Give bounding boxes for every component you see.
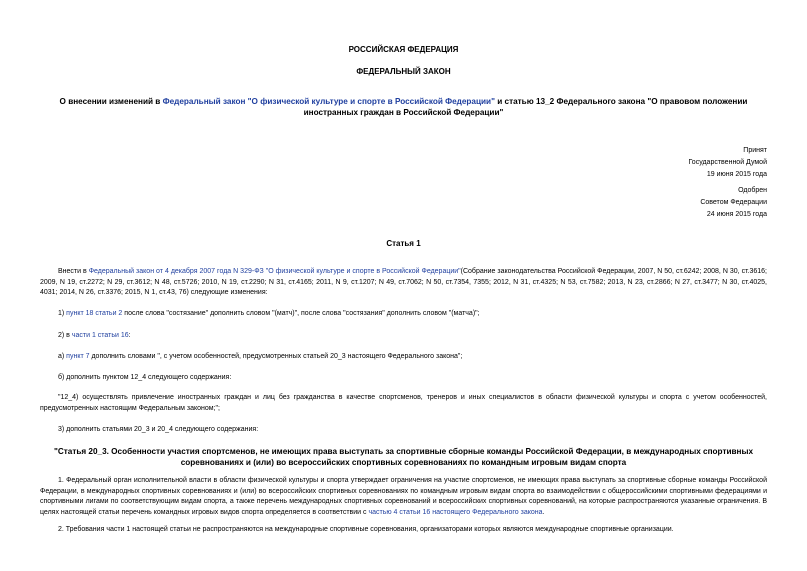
country-heading: РОССИЙСКАЯ ФЕДЕРАЦИЯ	[348, 45, 459, 54]
item-3: 3) дополнить статьями 20_3 и 20_4 следующего содержания:	[58, 426, 259, 433]
item-2-start: 2) в	[58, 332, 72, 339]
item-2b: б) дополнить пунктом 12_4 следующего содержания:	[58, 374, 232, 381]
intro-rest: (Собрание законодательства Российской Федерации, 2007, N 50, ст.6242; 2008, N 30, ст.3616; 2009, N 19, ст.2272; N 29, ст.3612; N 48, ст.5726; 2010, N 19, ст.2290; N 31, ст.4165; 2011, N 9, ст.1207; N 49, ст.7062; N 50, ст.7354, 7355; 2012, N 31, ст.4325; N 53, ст.7582; 2013, N 23, ст.2866; N 27, ст.3477; N 30, ст.4025, 4031; 2014, N 26, ст.3376; 2015, N 1, ст.43, 76) следующие изменения:	[40, 268, 767, 296]
article-1-intro	[40, 267, 767, 299]
item-2-link[interactable]: части 1 статьи 16	[71, 332, 129, 339]
law-title	[40, 96, 767, 118]
article-1-heading: Статья 1	[386, 239, 421, 248]
intro-start: Внести в	[58, 268, 89, 275]
title-rest: и статью 13_2 Федерального закона "О правовом положении иностранных граждан в Российской Федерации"	[303, 97, 748, 117]
intro-law-link[interactable]: Федеральный закон от 4 декабря 2007 года N 329-ФЗ "О физической культуре и спорте в Российской Федерации"	[88, 268, 461, 275]
para-1-end: .	[542, 508, 545, 516]
item-2a-link[interactable]: пункт 7	[66, 353, 90, 360]
item-2a-start: а)	[58, 353, 67, 360]
quote-12-4: "12_4) осуществлять привлечение иностранных граждан и лиц без гражданства в качестве спортсменов, тренеров и иных специалистов в области физической культуры и спорта с учетом особенностей, предусмотренных настоящим Федеральным законом;";	[40, 394, 767, 412]
approved-line-1: Одобрен	[738, 187, 767, 194]
article-20-3-para-1	[40, 476, 767, 518]
item-2	[58, 331, 767, 341]
approved-block	[587, 186, 767, 222]
title-law-link[interactable]: Федеральный закон "О физической культуре и спорте в Российской Федерации"	[162, 97, 495, 106]
approved-line-2: Советом Федерации	[700, 199, 767, 206]
law-type-heading: ФЕДЕРАЛЬНЫЙ ЗАКОН	[356, 67, 451, 76]
accepted-block	[587, 146, 767, 182]
item-1-link[interactable]: пункт 18 статьи 2	[66, 310, 123, 317]
item-1-start: 1)	[58, 310, 67, 317]
approved-line-3: 24 июня 2015 года	[706, 211, 767, 218]
para-1-link[interactable]: частью 4 статьи 16 настоящего Федерального закона	[368, 508, 543, 516]
accepted-line-3: 19 июня 2015 года	[706, 171, 767, 178]
accepted-line-1: Принят	[743, 147, 767, 154]
item-2a	[58, 352, 767, 362]
title-prefix: О внесении изменений в	[59, 97, 163, 106]
article-20-3-para-2: 2. Требования части 1 настоящей статьи не распространяются на международные спортивные соревнования, организаторами которых являются международные спортивные организации.	[58, 526, 674, 533]
item-1	[58, 309, 767, 319]
accepted-line-2: Государственной Думой	[688, 159, 767, 166]
item-2-rest: :	[128, 332, 131, 339]
article-20-3-heading: "Статья 20_3. Особенности участия спортсменов, не имеющих права выступать за спортивные сборные команды Российской Федерации, в международных спортивных соревнованиях и (или) во всероссийских спортивных соревнованиях по командным игровым видам спорта	[53, 447, 754, 467]
para-1-text: 1. Федеральный орган исполнительной власти в области физической культуры и спорта утверждает ограничения на участие спортсменов, не имеющих права выступать за спортивные сборные команды Российской Федерации, в международных спортивных соревнованиях и (или) во всероссийских спортивных соревнованиях по командным игровым видам спорта во взаимодействии с общероссийскими спортивными федерациями и спортивными лигами по соответствующим видам спорта, а также перечень международных спортивных соревнований и всероссийских спортивных соревнований, на которые распространяются указанные ограничения. В целях настоящей статьи перечень командных игровых видов спорта определяется в соответствии с	[40, 477, 767, 516]
item-1-rest: после слова "состязание" дополнить словом "(матч)", после слова "состязания" дополнить словом "(матча)";	[122, 310, 480, 317]
item-2a-rest: дополнить словами ", с учетом особенностей, предусмотренных статьей 20_3 настоящего Федерального закона";	[89, 353, 463, 360]
